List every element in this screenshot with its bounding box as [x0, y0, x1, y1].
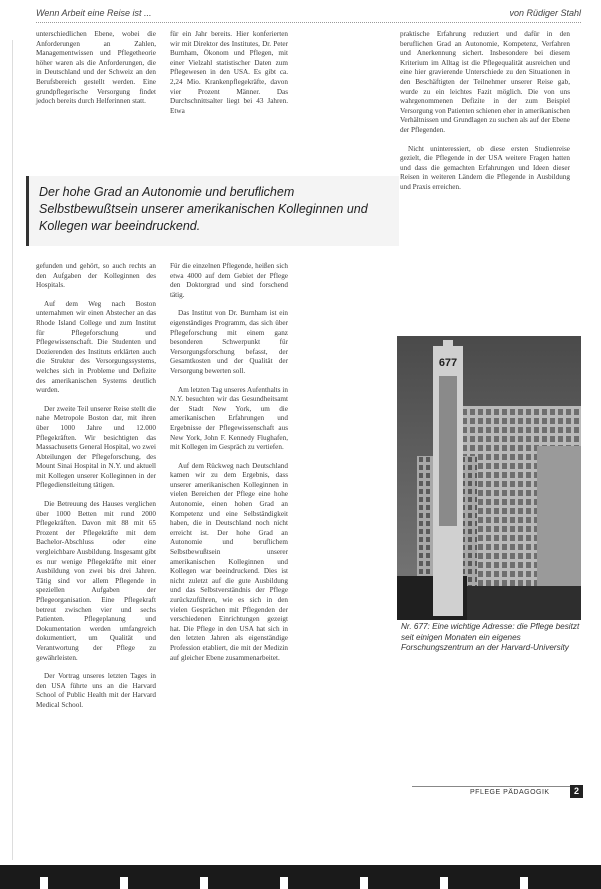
binder-notch: [40, 877, 48, 889]
paragraph: Die Betreuung des Hauses verglichen über 1000 Betten mit rund 2000 Pflegekräften. Davon mit 88 mit 65 Prozent der Pflegekräfte mit dem Bachelor-Abschluss oder eine vergleichbare Ausbildung. Insgesamt gibt es nur wenige Pflegekräfte mit einer Ausbildung von zwei bis drei Jahren. Tätig sind vor allem Pflegende in speziellen Aufgaben der Pflegeorganisation. Eine Pflegekraft betreut zwischen vier und sechs Patienten. Pflegeplanung und Dokumentation werden umfangreich dokumentiert, um Qualität und Verantwortung der Pflege zu gewährleisten.: [36, 500, 156, 662]
pull-quote-text: Der hohe Grad an Autonomie und beruflichem Selbstbewußtsein unserer amerikanischen Kolleginnen und Kollegen war beeindruckend.: [39, 185, 368, 233]
paragraph: Der zweite Teil unserer Reise stellt die nahe Metropole Boston dar, mit ihren über 1000 Jahre und 12.000 Pflegekräften. Wir besichtigten das Massachusetts General Hospital, wo zwei Abteilungen der Pflegeforschung, des Mount Sinai Hospital in N.Y. und aktuell mit Kollegen unserer Kolleginnen in der Pflegedienstleitung tätigen.: [36, 404, 156, 490]
paragraph: unterschiedlichen Ebene, wobei die Anforderungen an Zahlen, Managementwissen und Pflegetheorie höher waren als die Anforderungen, die in Deutschland und der Schweiz an den Berufsbereich gestellt werden. Eine grundpflegerische Versorgung findet jedoch bereits durch Helferinnen statt.: [36, 30, 156, 106]
footer-rule: [412, 786, 570, 787]
binder-edge: [0, 865, 601, 889]
caption-text: Eine wichtige Adresse: die Pflege besitzt seit einigen Monaten ein eigenes Forschungszentrum an der Harvard-University: [401, 622, 580, 652]
building-photo: [397, 336, 581, 620]
page-number: 2: [570, 785, 583, 798]
binder-notch: [360, 877, 368, 889]
paragraph: Auf dem Rückweg nach Deutschland kamen wir zu dem Ergebnis, dass unserer amerikanischen Kolleginnen in vielen Bereichen der Pflege eine hohe Autonomie, einen hohen Grad an Kompetenz und eine Selbständigkeit haben, die in Deutschland noch nicht erreicht ist. Der hohe Grad an Autonomie und beruflichem Selbstbewußtsein unserer amerikanischen Kolleginnen und Kollegen war beeindruckend. Dies ist nicht zuletzt auf die gute Ausbildung und das Selbstverständnis der Pflege zurückzuführen, wie es sich in den vielen Gesprächen mit Pflegenden der verschiedenen Einrichtungen gezeigt hat. Die Pflege in den USA hat sich in den letzten Jahren als eigenständige Profession etabliert, die mit der Medizin auf gleicher Ebene zusammenarbeitet.: [170, 461, 288, 662]
scan-edge-line: [12, 40, 13, 860]
binder-notch: [440, 877, 448, 889]
paragraph: Nicht uninteressiert, ob diese ersten Studienreise gezielt, die Pflegende in der USA weitere Fragen hatten und dass die gemachten Erfahrungen und Ideen dieser Reisen in weiteren Ländern die Pflegende in Ausbildung und Praxis erreichen.: [400, 144, 570, 191]
paragraph: Am letzten Tag unseres Aufenthalts in N.Y. besuchten wir das Gesundheitsamt der Stadt New York, um die amerikanischen Erfahrungen und Ergebnisse der Pflegewissenschaft aus New York, John F. Kennedy Flughafen, mit Kollegen im Gespräch zu vertiefen.: [170, 385, 288, 452]
photo-caption: [401, 622, 583, 654]
column-1-bottom: [36, 262, 156, 720]
binder-notch: [200, 877, 208, 889]
running-header: [36, 6, 581, 22]
paragraph: praktische Erfahrung reduziert und dafür in den beruflichen Grad an Autonomie, Kompetenz, Verfahren und Anerkennung sichert. Insbesondere bei diesem Kriterium im Alltag ist die Pflegequalität ausreichen und eine hier gravierende Unterschiede zu den Situationen in den Beschäftigten der Teilnehmer unserer Reise gab, wurde zu ein leichtes Fazit möglich. Die von uns wahrgenommenen Defizite in der zum Beispiel Versorgung von Patienten schienen eher in amerikanischen Verhältnissen und Grundlagen zu suchen als auf der Ebene der Pflegenden.: [400, 30, 570, 134]
header-left-title: Wenn Arbeit eine Reise ist ...: [36, 8, 152, 18]
paragraph: Auf dem Weg nach Boston unternahmen wir einen Abstecher an das Rhode Island College und zum Institut für Pflegeforschung und Pflegewissenschaft. Die Studenten und Dozierenden des Instituts erklärten auch die Struktur des Versorgungssystems, welches sich in Probleme und Defizite des amerikanischen Systems deutlich wurden.: [36, 299, 156, 395]
paragraph: Der Vortrag unseres letzten Tages in den USA führte uns an die Harvard School of Public Health mit der Harvard Medical School.: [36, 672, 156, 709]
sign-number: 677: [438, 357, 458, 369]
column-1-top: [36, 30, 156, 116]
publication-name: PFLEGE PÄDAGOGIK: [470, 789, 550, 796]
header-right-author: von Rüdiger Stahl: [509, 8, 581, 18]
caption-label: Nr. 677:: [401, 622, 430, 631]
column-2-bottom: [170, 262, 288, 672]
paragraph: Das Institut von Dr. Burnham ist ein eigenständiges Programm, das sich über Pflegeforschung mit einem ganz besonderen Schwerpunkt für Versorgungsforschung befasst, der Gesamtkosten und der Qualität der Versorgung bewerten soll.: [170, 309, 288, 375]
binder-notch: [120, 877, 128, 889]
paragraph: Für die einzelnen Pflegende, heißen sich etwa 4000 auf dem Gebiet der Pflege den Doktorgrad und sind forschend tätig.: [170, 262, 288, 299]
header-rule: [36, 22, 581, 23]
column-2-top: [170, 30, 288, 125]
photo-illustration: [397, 336, 581, 620]
binder-notch: [280, 877, 288, 889]
binder-notch: [520, 877, 528, 889]
paragraph: für ein Jahr bereits. Hier konferierten wir mit Direktor des Institutes, Dr. Peter Burnham, Ökonom und Pflegen, mit einer Vielzahl statistischer Daten zum Pflegewesen in den USA. Es gibt ca. 2,24 Mio. Krankenpflegekräfte, davon vier Prozent Männer. Das Durchschnittsalter liegt bei 43 Jahren. Etwa: [170, 30, 288, 115]
column-3-top: [400, 30, 570, 202]
paragraph: gefunden und gehört, so auch rechts an den Aufgaben der Kolleginnen des Hospitals.: [36, 262, 156, 290]
pull-quote: [26, 176, 399, 246]
